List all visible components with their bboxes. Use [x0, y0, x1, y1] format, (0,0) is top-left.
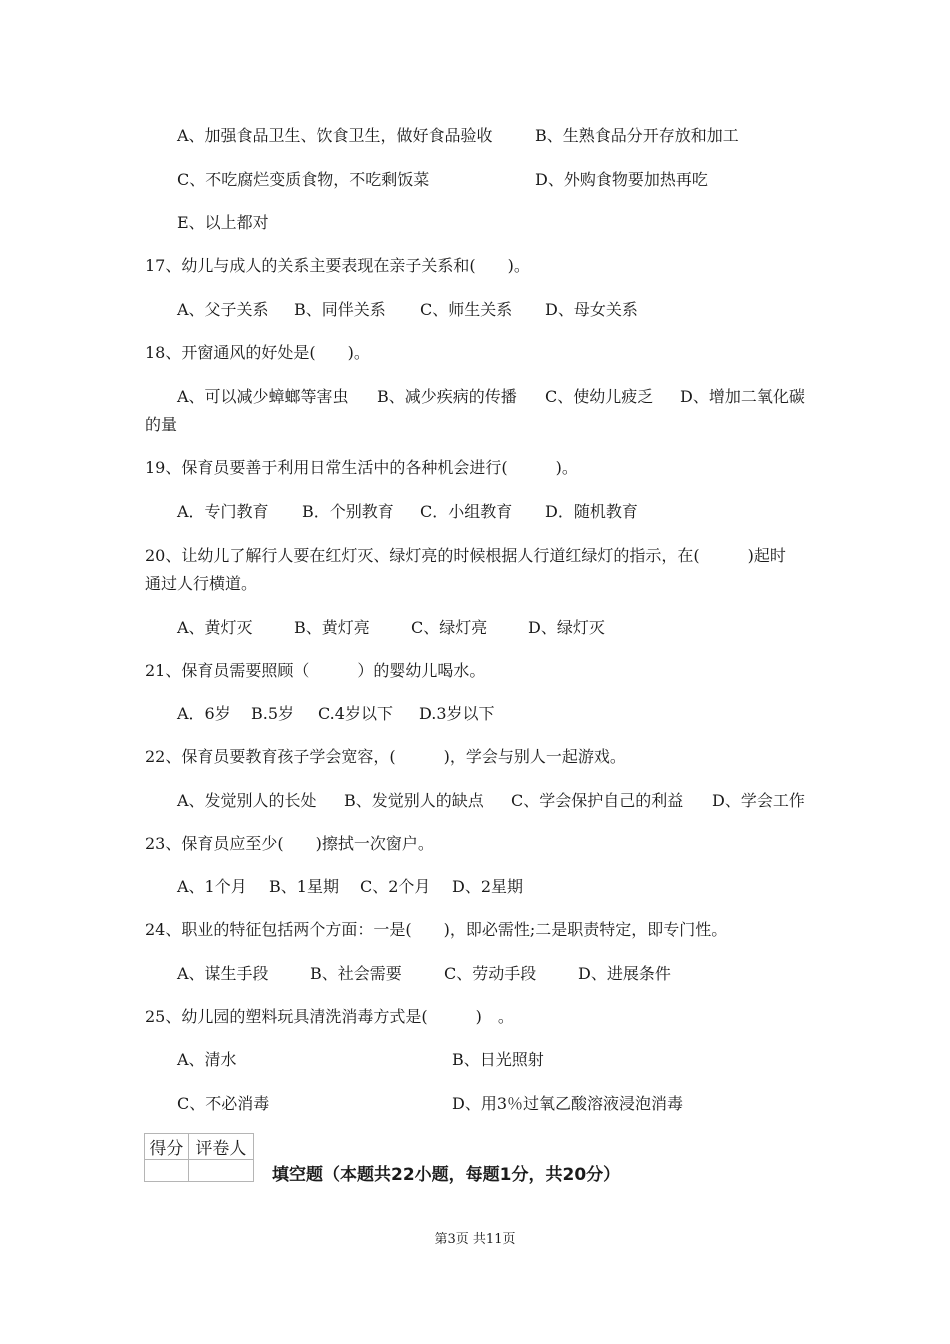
option-23-d: D、2星期 [452, 877, 524, 896]
option-23-b: B、1星期 [269, 877, 339, 896]
option-20-b: B、黄灯亮 [294, 618, 370, 637]
option-20-d: D、绿灯灭 [528, 618, 605, 637]
option-17-a: A、父子关系 [177, 300, 269, 319]
reviewer-field [188, 1160, 253, 1182]
option-24-b: B、社会需要 [310, 964, 402, 983]
option-21-d: D.3岁以下 [419, 704, 495, 723]
section-title: 填空题（本题共22小题，每题1分，共20分） [272, 1165, 621, 1185]
question-20-wrap: 通过人行横道。 [145, 574, 258, 593]
question-22-stem: 22、保育员要教育孩子学会宽容，( )，学会与别人一起游戏。 [145, 747, 626, 766]
question-18-stem: 18、开窗通风的好处是( )。 [145, 343, 370, 362]
question-21-stem: 21、保育员需要照顾（ ）的婴幼儿喝水。 [145, 661, 486, 680]
option-17-d: D、母女关系 [545, 300, 638, 319]
option-24-c: C、劳动手段 [444, 964, 537, 983]
option-22-c: C、学会保护自己的利益 [511, 791, 684, 810]
option-17-b: B、同伴关系 [294, 300, 386, 319]
question-17-stem: 17、幼儿与成人的关系主要表现在亲子关系和( )。 [145, 256, 530, 275]
option-19-d: D．随机教育 [545, 502, 638, 521]
option-25-b: B、日光照射 [452, 1050, 544, 1069]
option-23-a: A、1个月 [177, 877, 247, 896]
option-21-b: B.5岁 [251, 704, 295, 723]
option-21-c: C.4岁以下 [318, 704, 393, 723]
question-23-stem: 23、保育员应至少( )擦拭一次窗户。 [145, 834, 434, 853]
question-18-wrap: 的量 [145, 415, 178, 434]
option-24-d: D、进展条件 [578, 964, 671, 983]
reviewer-label: 评卷人 [188, 1134, 253, 1160]
option-18-b: B、减少疾病的传播 [377, 387, 517, 406]
option-24-a: A、谋生手段 [177, 964, 269, 983]
option-25-a: A、清水 [177, 1050, 237, 1069]
option-22-b: B、发觉别人的缺点 [344, 791, 484, 810]
score-box [144, 1133, 254, 1182]
option-16-c: C、不吃腐烂变质食物，不吃剩饭菜 [177, 170, 430, 189]
option-22-a: A、发觉别人的长处 [177, 791, 317, 810]
option-20-a: A、黄灯灭 [177, 618, 253, 637]
option-16-e: E、以上都对 [177, 213, 269, 232]
option-22-d: D、学会工作 [712, 791, 805, 810]
question-20-stem: 20、让幼儿了解行人要在红灯灭、绿灯亮的时候根据人行道红绿灯的指示，在( )起时 [145, 546, 786, 565]
option-18-c: C、使幼儿疲乏 [545, 387, 654, 406]
question-19-stem: 19、保育员要善于利用日常生活中的各种机会进行( )。 [145, 458, 578, 477]
option-23-c: C、2个月 [360, 877, 431, 896]
option-16-a: A、加强食品卫生、饮食卫生，做好食品验收 [177, 126, 493, 145]
option-19-b: B．个别教育 [302, 502, 394, 521]
option-25-c: C、不必消毒 [177, 1094, 270, 1113]
option-18-d: D、增加二氧化碳 [680, 387, 805, 406]
option-25-d: D、用3％过氧乙酸溶液浸泡消毒 [452, 1094, 684, 1113]
option-16-b: B、生熟食品分开存放和加工 [535, 126, 739, 145]
page-footer: 第3页 共11页 [434, 1232, 516, 1247]
score-label: 得分 [145, 1134, 189, 1160]
question-24-stem: 24、职业的特征包括两个方面：一是( )，即必需性;二是职责特定，即专门性。 [145, 920, 728, 939]
option-19-a: A．专门教育 [177, 502, 269, 521]
question-25-stem: 25、幼儿园的塑料玩具清洗消毒方式是( ) 。 [145, 1007, 514, 1026]
option-18-a: A、可以减少蟑螂等害虫 [177, 387, 349, 406]
option-17-c: C、师生关系 [420, 300, 513, 319]
option-19-c: C．小组教育 [420, 502, 513, 521]
option-16-d: D、外购食物要加热再吃 [535, 170, 708, 189]
option-20-c: C、绿灯亮 [411, 618, 488, 637]
option-21-a: A．6岁 [177, 704, 231, 723]
score-field [145, 1160, 189, 1182]
